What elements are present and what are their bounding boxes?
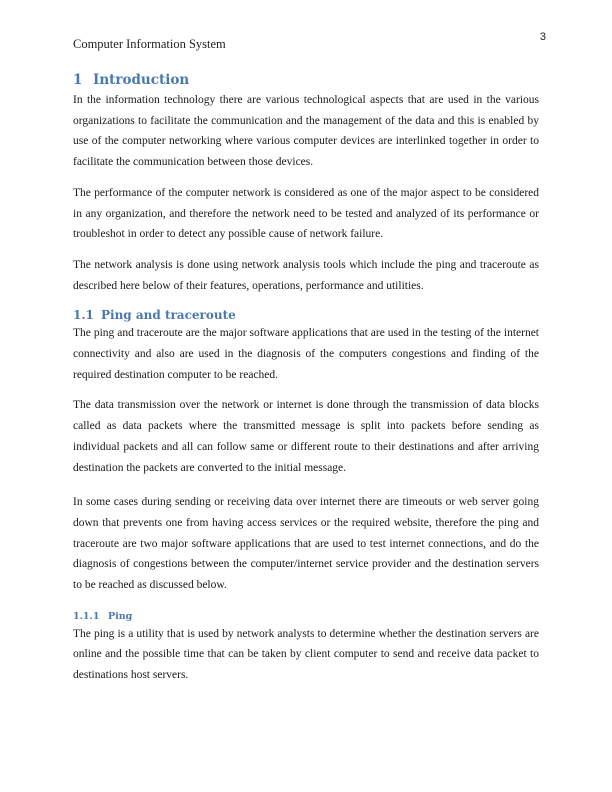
running-header: Computer Information System <box>73 37 226 51</box>
paragraph: The ping and traceroute are the major software applications that are used in the testing of the internet connectivity and also are used in the diagnosis of the computers congestions and finding of the required destination computer to be reached. <box>73 327 539 381</box>
page-number: 3 <box>539 31 546 43</box>
heading-number: 1.1 <box>73 308 94 323</box>
paragraph: In some cases during sending or receiving data over internet there are timeouts or web server going down that prevents one from having access services or the required website, therefore the ping and traceroute are two major software applications that are used to test internet connections, and do the diagnosis of congestions between the computer/internet service provider and the destination servers to be reached as discussed below. <box>73 496 539 592</box>
heading-title: Ping <box>108 610 133 622</box>
heading-number: 1.1.1 <box>73 610 100 622</box>
document-body <box>73 71 539 686</box>
heading-ping <box>73 610 539 624</box>
heading-title: Ping and traceroute <box>101 308 236 323</box>
paragraph: The network analysis is done using network analysis tools which include the ping and traceroute as described here below of their features, operations, performance and utilities. <box>73 258 539 292</box>
heading-title: Introduction <box>93 72 190 88</box>
heading-ping-and-traceroute <box>73 307 539 323</box>
heading-number: 1 <box>73 72 83 88</box>
paragraph: The data transmission over the network or internet is done through the transmission of data blocks called as data packets where the transmitted message is split into packets before sending as individual packets and all can follow same or different route to their destinations and after arriving destination the packets are converted to the initial message. <box>73 399 539 474</box>
paragraph: The performance of the computer network is considered as one of the major aspect to be considered in any organization, and therefore the network need to be tested and analyzed of its performance or troubleshot in order to detect any possible cause of network failure. <box>73 186 539 241</box>
paragraph: The ping is a utility that is used by network analysts to determine whether the destination servers are online and the possible time that can be taken by client computer to send and receive data packet to destinations host servers. <box>73 627 539 682</box>
heading-introduction <box>73 71 539 89</box>
paragraph: In the information technology there are various technological aspects that are used in the various organizations to facilitate the communication and the management of the data and this is enabled by use of the computer networking where various computer devices are interlinked together in order to facilitate the communication between those devices. <box>73 94 539 169</box>
